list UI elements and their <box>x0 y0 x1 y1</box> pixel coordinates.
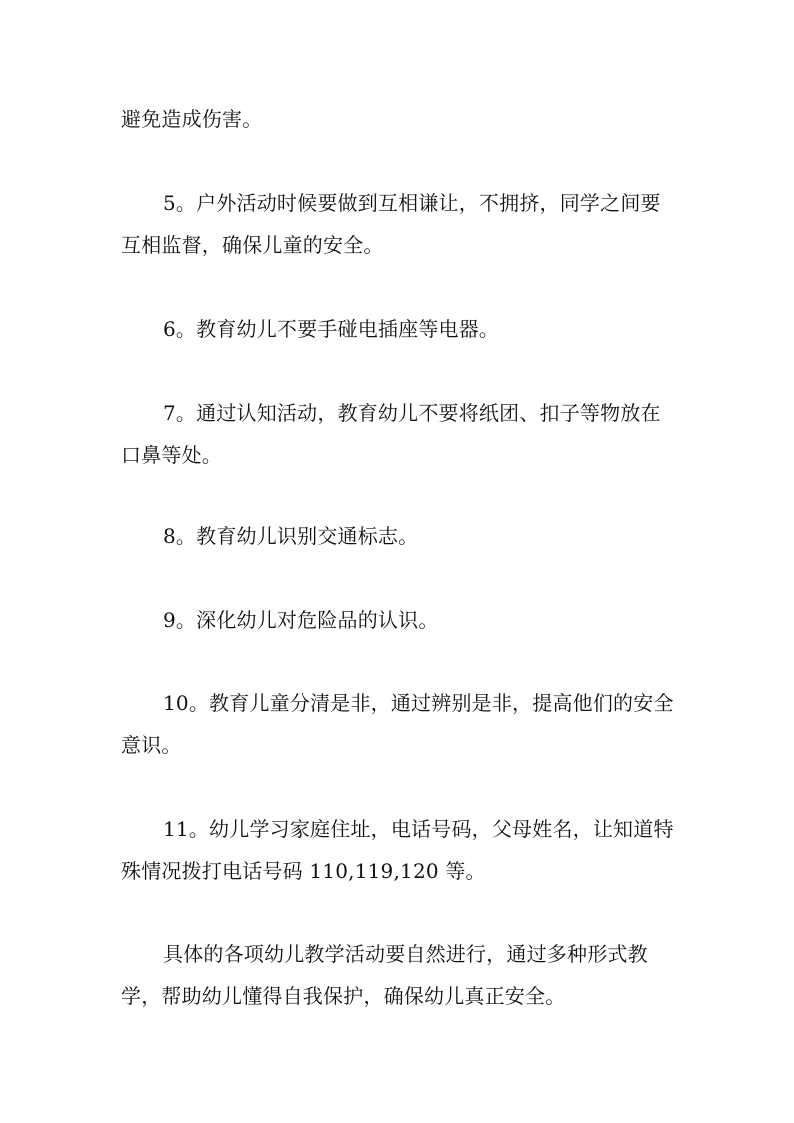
paragraph-item-5: 5。户外活动时候要做到互相谦让，不拥挤，同学之间要互相监督，确保儿童的安全。 <box>121 191 661 257</box>
paragraph-item-8: 8。教育幼儿识别交通标志。 <box>163 524 419 548</box>
paragraph-item-9: 9。深化幼儿对危险品的认识。 <box>163 608 439 632</box>
paragraph-item-10: 10。教育儿童分清是非，通过辨别是非，提高他们的安全意识。 <box>121 691 674 757</box>
paragraph-item-6: 6。教育幼儿不要手碰电插座等电器。 <box>163 317 500 341</box>
paragraph-summary: 具体的各项幼儿教学活动要自然进行，通过多种形式教学，帮助幼儿懂得自我保护，确保幼儿真正安全。 <box>121 942 648 1008</box>
paragraph-item-11: 11。幼儿学习家庭住址，电话号码，父母姓名，让知道特殊情况拨打电话号码 110,119,120 等。 <box>121 817 674 883</box>
paragraph-continuation: 避免造成伤害。 <box>121 107 263 131</box>
paragraph-item-7: 7。通过认知活动，教育幼儿不要将纸团、扣子等物放在口鼻等处。 <box>121 401 661 467</box>
